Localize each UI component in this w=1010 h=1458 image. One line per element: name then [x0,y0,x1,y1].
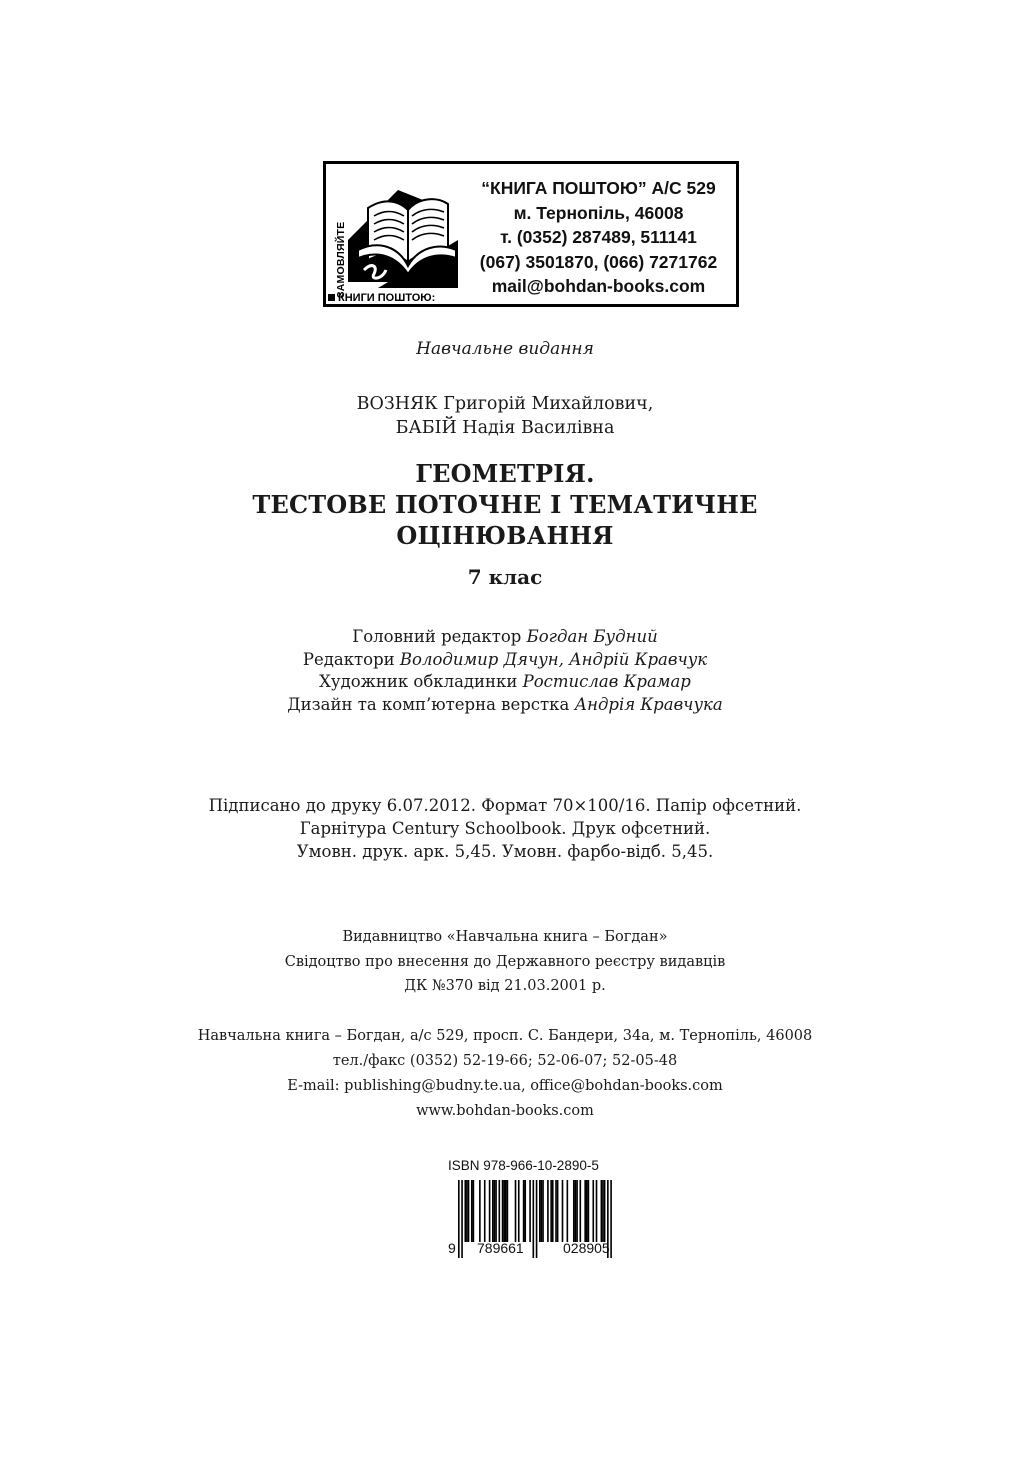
publisher-line-1: Видавництво «Навчальна книга – Богдан» [342,929,668,945]
barcode-bar [588,1180,590,1242]
barcode-bar [601,1180,603,1242]
barcode-bar [584,1180,586,1242]
credit-editors: Редактори Володимир Дячун, Андрій Кравчук [302,649,708,669]
author-1: ВОЗНЯК Григорій Михайлович, [356,394,654,414]
order-line-3: т. (0352) 287489, 511141 [500,227,697,247]
printing-info [0,794,1010,863]
barcode-bar [550,1180,552,1242]
barcode-bar [495,1180,497,1242]
barcode-bar [575,1180,577,1242]
barcode-bar [515,1180,517,1242]
barcode-bar [507,1180,509,1242]
email-line: E-mail: publishing@budny.te.ua, office@bohdan-books.com [287,1078,723,1094]
barcode-bar [573,1180,575,1242]
barcode-bar [499,1180,501,1242]
printing-line-1: Підписано до друку 6.07.2012. Формат 70×100/16. Папір офсетний. [208,796,802,815]
barcode-bar [586,1180,588,1242]
publisher-address [0,1024,1010,1124]
barcode-bar [518,1180,520,1242]
barcode-bar [557,1180,559,1242]
order-contact-info [461,176,736,299]
credit-cover-artist: Художник обкладинки Ростислав Крамар [319,672,691,691]
barcode-bar [479,1180,481,1242]
barcode-bar [533,1180,535,1258]
barcode-bar [484,1180,486,1242]
barcode-bar [536,1180,538,1258]
barcode-digit-first: 9 [448,1240,456,1256]
barcode-bar [502,1180,504,1242]
barcode-bar [602,1180,604,1242]
credit-design-layout: Дизайн та комп’ютерна верстка Андрія Кравчука [287,694,723,714]
barcode-bar [552,1180,554,1242]
credits [0,626,1010,716]
author-2: БАБІЙ Надія Василівна [395,418,615,438]
grade: 7 клас [467,565,543,589]
barcode-bar [468,1180,470,1242]
isbn-label: ISBN 978-966-10-2890-5 [448,1158,599,1173]
square-bullet-icon [328,294,335,301]
address-line: Навчальна книга – Богдан, а/с 529, просп. С. Бандери, 34а, м. Тернопіль, 46008 [197,1028,813,1044]
title-line-2: ТЕСТОВЕ ПОТОЧНЕ І ТЕМАТИЧНЕ [252,490,758,519]
book-title [0,458,1010,551]
order-by-mail-box [323,161,739,307]
barcode-bar [547,1180,549,1242]
title-line-1: ГЕОМЕТРІЯ. [415,459,595,488]
order-email: mail@bohdan-books.com [491,276,706,296]
order-bottom-text: КНИГИ ПОШТОЮ: [326,292,476,304]
authors [0,392,1010,440]
barcode-bar [492,1180,494,1242]
barcode-bar [562,1180,564,1242]
barcode-bar [523,1180,525,1242]
publisher-info [0,925,1010,999]
order-vertical-text-1: ЗАМОВЛЯЙТЕ [335,221,347,298]
barcode-bar [494,1180,496,1242]
barcode-bar [503,1180,505,1242]
barcode-bar [567,1180,569,1242]
barcode-bar [473,1180,475,1242]
barcode-bar [458,1180,460,1258]
barcode-bar [580,1180,582,1242]
barcode-bar [524,1180,526,1242]
barcode-bar [610,1180,612,1258]
order-line-4: (067) 3501870, (066) 7271762 [479,251,718,272]
barcode-bar [592,1180,594,1242]
website-line: www.bohdan-books.com [416,1103,594,1119]
barcode-bar [505,1180,507,1242]
barcode-bar [466,1180,468,1242]
publisher-line-3: ДК №370 від 21.03.2001 р. [404,978,606,994]
phone-fax-line: тел./факс (0352) 52-19-66; 52-06-07; 52-05-48 [332,1053,678,1069]
barcode-bar [489,1180,491,1242]
barcode-bar [471,1180,473,1242]
edition-type: Навчальне видання [416,339,594,359]
barcode-bar [539,1180,541,1242]
open-book-logo-icon [338,170,463,290]
barcode-bar [604,1180,606,1242]
title-line-3: ОЦІНЮВАННЯ [396,521,614,550]
printing-line-2: Гарнітура Century Schoolbook. Друк офсетний. [299,819,711,838]
barcode-digits-right: 028905 [563,1240,610,1256]
printing-line-3: Умовн. друк. арк. 5,45. Умовн. фарбо-відб. 5,45. [296,842,714,861]
order-line-1: “КНИГА ПОШТОЮ” А/С 529 [481,178,716,198]
barcode-bar [461,1180,463,1258]
barcode-bar [464,1180,466,1242]
barcode-digits-left: 789661 [477,1240,524,1256]
credit-chief-editor: Головний редактор Богдан Будний [352,627,658,646]
barcode-bar [542,1180,544,1242]
barcode-bar [529,1180,531,1242]
publisher-line-2: Свідоцтво про внесення до Державного реєстру видавців [284,953,726,970]
barcode-bar [596,1180,598,1242]
barcode-bar [576,1180,578,1242]
barcode-bar [555,1180,557,1242]
barcode-bar [541,1180,543,1242]
order-line-2: м. Тернопіль, 46008 [513,202,684,223]
